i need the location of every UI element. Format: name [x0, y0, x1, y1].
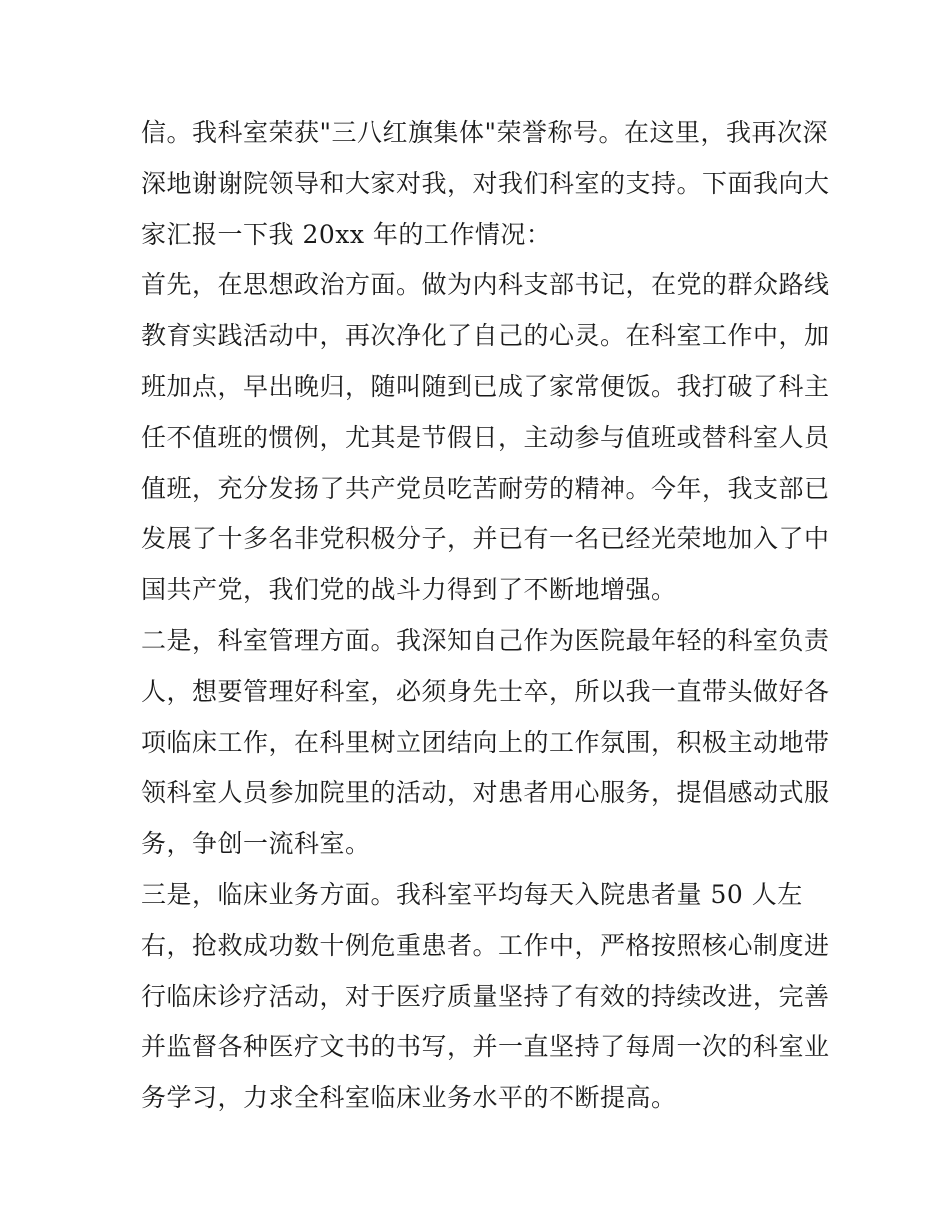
text-line: 信。我科室荣获"三八红旗集体"荣誉称号。在这里，我再次深	[141, 118, 829, 147]
text-line: 务学习，力求全科室临床业务水平的不断提高。	[141, 1083, 677, 1113]
text-line: 二是，科室管理方面。我深知自己作为医院最年轻的科室负责	[141, 625, 830, 655]
text-line: 首先，在思想政治方面。做为内科支部书记，在党的群众路线	[141, 270, 830, 300]
text-line: 领科室人员参加院里的活动，对患者用心服务，提倡感动式服	[141, 778, 830, 808]
text-line: 发展了十多名非党积极分子，并已有一名已经光荣地加入了中	[141, 524, 830, 554]
text-line: 任不值班的惯例，尤其是节假日，主动参与值班或替科室人员	[141, 422, 830, 452]
text-line: 教育实践活动中，再次净化了自己的心灵。在科室工作中，加	[141, 321, 830, 351]
text-line: 三是，临床业务方面。我科室平均每天入院患者量 50 人左	[141, 879, 803, 909]
text-line: 并监督各种医疗文书的书写，并一直坚持了每周一次的科室业	[141, 1032, 830, 1062]
text-line: 行临床诊疗活动，对于医疗质量坚持了有效的持续改进，完善	[141, 981, 830, 1011]
text-line: 班加点，早出晚归，随叫随到已成了家常便饭。我打破了科主	[141, 371, 830, 401]
text-line: 国共产党，我们党的战斗力得到了不断地增强。	[141, 575, 677, 605]
text-line: 项临床工作，在科里树立团结向上的工作氛围，积极主动地带	[141, 727, 830, 757]
text-line: 深地谢谢院领导和大家对我，对我们科室的支持。下面我向大	[141, 168, 830, 198]
text-line: 务，争创一流科室。	[141, 829, 371, 859]
text-line: 值班，充分发扬了共产党员吃苦耐劳的精神。今年，我支部已	[141, 473, 830, 503]
text-line: 家汇报一下我 20xx 年的工作情况：	[141, 219, 552, 249]
text-line: 右，抢救成功数十例危重患者。工作中，严格按照核心制度进	[141, 930, 830, 960]
body-text	[141, 108, 830, 1124]
text-line: 人，想要管理好科室，必须身先士卒，所以我一直带头做好各	[141, 676, 830, 706]
